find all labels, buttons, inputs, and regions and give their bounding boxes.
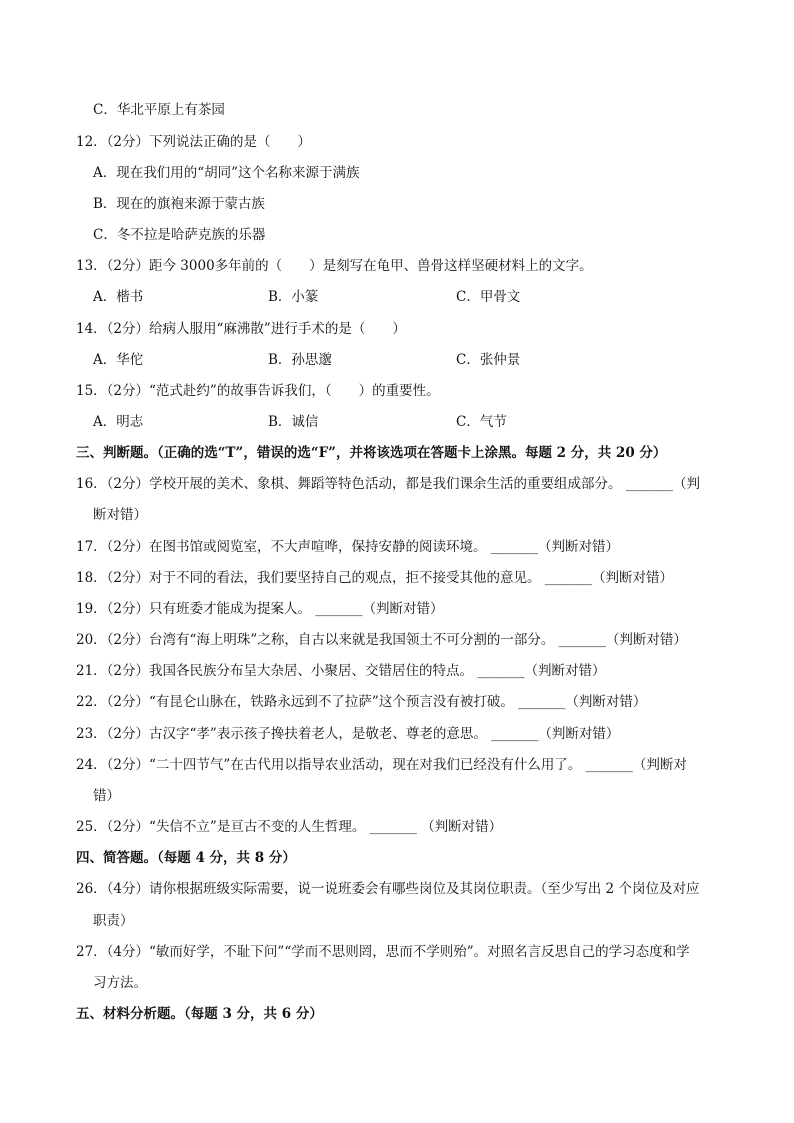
question-19: 19．（2分）只有班委才能成为提案人。 _______（判断对错）: [76, 601, 444, 617]
section-4-heading: 四、简答题。（每题 4 分，共 8 分）: [76, 850, 296, 866]
question-24: 24．（2分）“二十四节气”在古代用以指导农业活动，现在对我们已经没有什么用了。 _______（判断对: [76, 757, 687, 773]
question-18: 18．（2分）对于不同的看法，我们要坚持自己的观点，拒不接受其他的意见。 _______（判断对错）: [76, 570, 674, 586]
question-16-continued: 断对错）: [93, 507, 147, 523]
option-14-b: B．孙思邈: [268, 352, 332, 368]
question-17: 17．（2分）在图书馆或阅览室，不大声喧哗，保持安静的阅读环境。 _______（判断对错）: [76, 539, 620, 555]
option-12-b: B．现在的旗袍来源于蒙古族: [93, 196, 265, 212]
question-16: 16．（2分）学校开展的美术、象棋、舞蹈等特色活动，都是我们课余生活的重要组成部分。 _______（判: [76, 476, 701, 492]
option-13-b: B．小篆: [268, 289, 319, 305]
question-25: 25．（2分）“失信不立”是亘古不变的人生哲理。 _______ （判断对错）: [76, 819, 503, 835]
option-14-a: A．华佗: [93, 352, 144, 368]
option-13-a: A．楷书: [93, 289, 144, 305]
question-13: 13．（2分）距今 3000多年前的（ ）是刻写在龟甲、兽骨这样坚硬材料上的文字。: [76, 258, 593, 274]
option-11-c: C．华北平原上有茶园: [93, 102, 225, 118]
option-14-c: C．张仲景: [456, 352, 521, 368]
question-21: 21．（2分）我国各民族分布呈大杂居、小聚居、交错居住的特点。 _______（判断对错）: [76, 663, 606, 679]
question-24-continued: 错）: [93, 788, 120, 804]
section-5-heading: 五、材料分析题。（每题 3 分，共 6 分）: [76, 1006, 323, 1022]
question-27: 27．（4分）“敏而好学，不耻下问”“学而不思则罔，思而不学则殆”。对照名言反思自己的学习态度和学: [76, 944, 690, 960]
question-22: 22．（2分）“有昆仑山脉在，铁路永远到不了拉萨”这个预言没有被打破。 _______（判断对错）: [76, 694, 647, 710]
question-23: 23．（2分）古汉字“孝”表示孩子搀扶着老人，是敬老、尊老的意思。 _______（判断对错）: [76, 726, 620, 742]
option-12-a: A．现在我们用的“胡同”这个名称来源于满族: [93, 165, 360, 181]
question-14: 14．（2分）给病人服用“麻沸散”进行手术的是（ ）: [76, 321, 406, 337]
question-26-continued: 职责）: [93, 913, 134, 929]
option-13-c: C．甲骨文: [456, 289, 521, 305]
question-12: 12．（2分）下列说法正确的是（ ）: [76, 134, 312, 150]
option-15-a: A．明志: [93, 414, 144, 430]
question-15: 15．（2分）“范式赴约”的故事告诉我们，（ ）的重要性。: [76, 383, 440, 399]
option-12-c: C．冬不拉是哈萨克族的乐器: [93, 227, 266, 243]
question-27-continued: 习方法。: [93, 975, 147, 991]
option-15-c: C．气节: [456, 414, 507, 430]
section-3-heading: 三、判断题。（正确的选“T”，错误的选“F”，并将该选项在答题卡上涂黑。每题 2 分，共 20 分）: [76, 445, 667, 461]
option-15-b: B．诚信: [268, 414, 319, 430]
question-26: 26．（4分）请你根据班级实际需要，说一说班委会有哪些岗位及其岗位职责。（至少写出 2 个岗位及对应: [76, 881, 700, 897]
question-20: 20．（2分）台湾有“海上明珠”之称，自古以来就是我国领土不可分割的一部分。 _______（判断对错）: [76, 632, 687, 648]
